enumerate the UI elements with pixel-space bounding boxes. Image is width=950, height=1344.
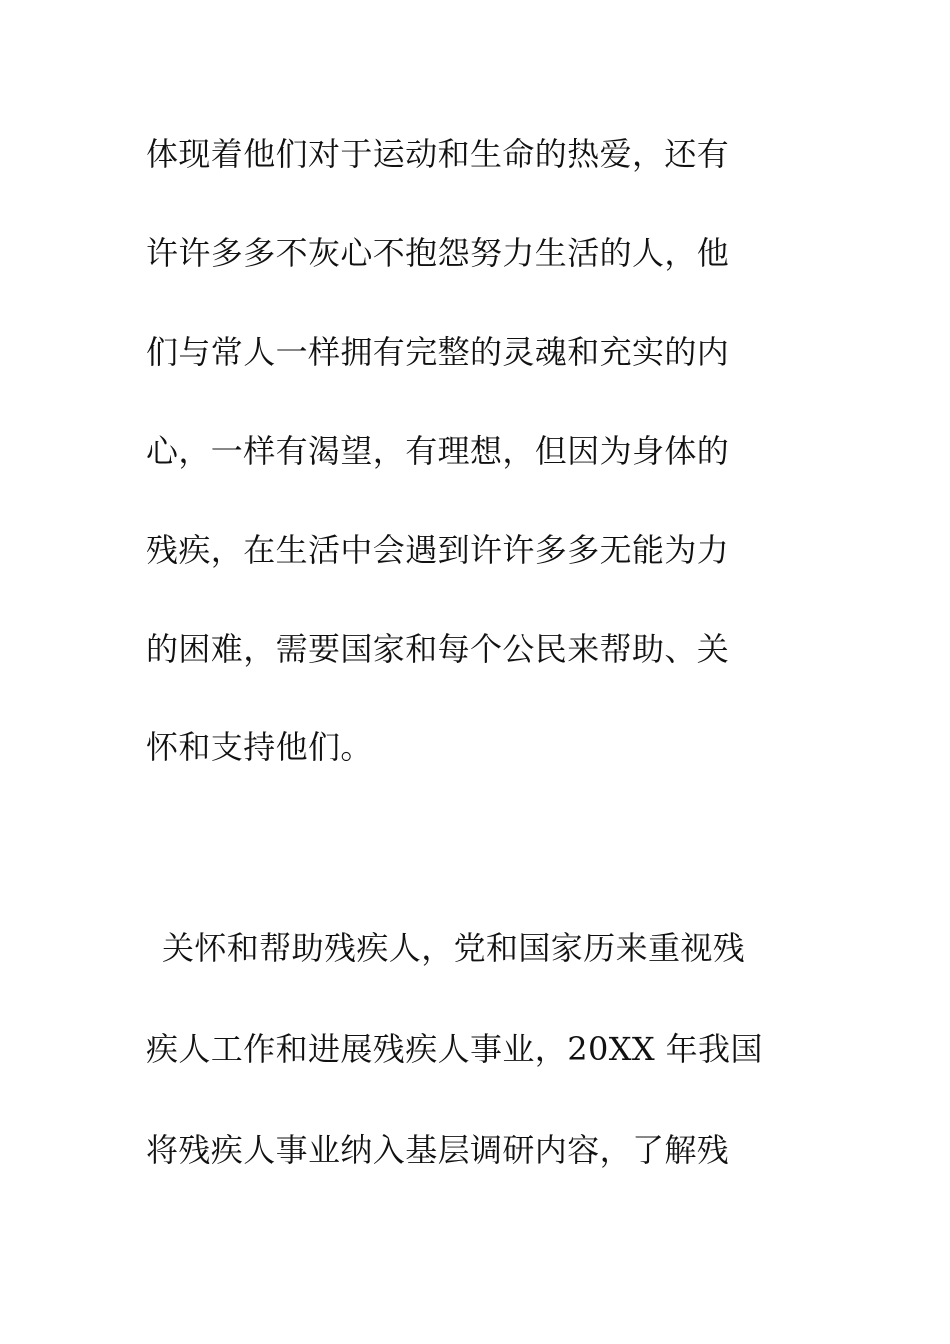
paragraph-2-line-1: 关怀和帮助残疾人，党和国家历来重视残 [162,929,746,967]
paragraph-1-line-4: 心，一样有渴望，有理想，但因为身体的 [146,432,730,470]
paragraph-1-line-1: 体现着他们对于运动和生命的热爱，还有 [146,135,730,173]
paragraph-2-line-3: 将残疾人事业纳入基层调研内容，了解残 [146,1131,730,1169]
paragraph-1-line-7: 怀和支持他们。 [146,728,373,766]
paragraph-1-line-3: 们与常人一样拥有完整的灵魂和充实的内 [146,333,730,371]
paragraph-1-line-5: 残疾，在生活中会遇到许许多多无能为力 [146,531,730,569]
paragraph-2-line-2: 疾人工作和进展残疾人事业，20XX 年我国 [146,1030,763,1068]
paragraph-1-line-6: 的困难，需要国家和每个公民来帮助、关 [146,630,730,668]
paragraph-1-line-2: 许许多多不灰心不抱怨努力生活的人，他 [146,234,730,272]
